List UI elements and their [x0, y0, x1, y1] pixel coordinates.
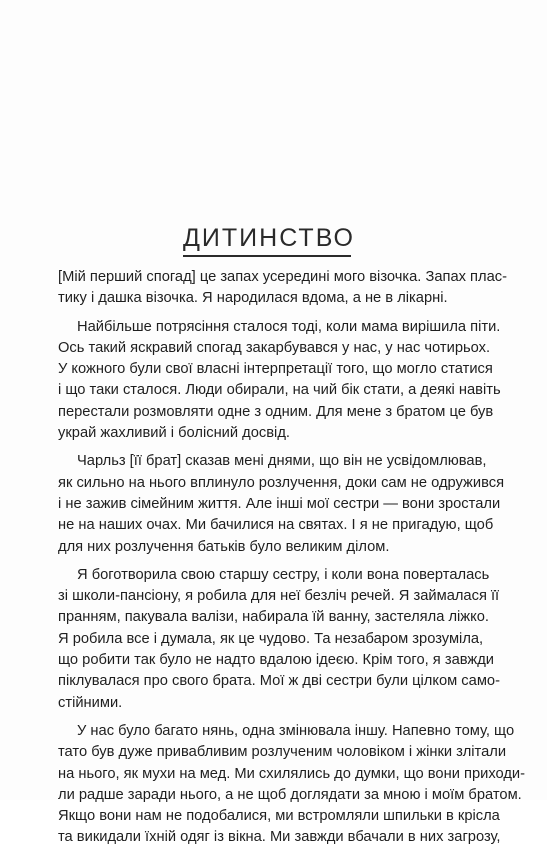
- text-line: не на наших очах. Ми бачилися на святах. І я не пригадую, щоб: [58, 517, 494, 534]
- text-line: ли радше заради нього, а не щоб доглядати за мною і моїм братом.: [58, 786, 522, 803]
- text-line: Ось такий яскравий спогад закарбувався у нас, у нас чотирьох.: [58, 339, 491, 356]
- text-line: Найбільше потрясіння сталося тоді, коли мама вирішила піти.: [77, 318, 501, 335]
- paragraph: [58, 317, 501, 445]
- text-line: і що таки сталося. Люди обирали, на чий бік стати, а деякі навіть: [58, 382, 501, 399]
- text-line: для них розлучення батьків було великим ділом.: [58, 538, 390, 555]
- body-text: [58, 267, 526, 856]
- text-line: як сильно на нього вплинуло розлучення, доки сам не одружився: [58, 474, 505, 491]
- paragraph: [58, 267, 507, 310]
- paragraph: [58, 721, 526, 849]
- text-line: тато був дуже привабливим розлученим чоловіком і жінки злітали: [58, 744, 507, 761]
- text-line: і не зажив сімейним життя. Але інші мої сестри — вони зростали: [58, 495, 501, 512]
- text-line: перестали розмовляти одне з одним. Для мене з братом це був: [58, 403, 494, 420]
- text-line: Я робила все і думала, як це чудово. Та незабаром зрозуміла,: [58, 630, 484, 647]
- text-line: [Мій перший спогад] це запах усередині мого візочка. Запах плас-: [58, 269, 507, 285]
- chapter-header: [183, 223, 355, 257]
- text-line: Якщо вони нам не подобалися, ми встромляли шпильки в крісла: [58, 808, 500, 825]
- text-line: пранням, пакувала валізи, набирала їй ванну, застеляла ліжко.: [58, 609, 489, 626]
- text-line: Чарльз [її брат] сказав мені днями, що він не усвідомлював,: [77, 453, 487, 470]
- paragraph: [58, 565, 500, 714]
- text-line: на нього, як мухи на мед. Ми схилялись до думки, що вони приходи-: [58, 765, 526, 782]
- text-line: Я боготворила свою старшу сестру, і коли вона поверталась: [77, 566, 490, 583]
- paragraph: [58, 451, 505, 557]
- text-line: украй жахливий і болісний досвід.: [58, 425, 290, 442]
- text-line: та викидали їхній одяг із вікна. Ми завжди вбачали в них загрозу,: [58, 829, 501, 846]
- chapter-title: ДИТИНСТВО: [183, 224, 355, 252]
- text-line: У кожного були свої власні інтерпретації того, що могло статися: [58, 361, 493, 378]
- text-line: стійними.: [58, 694, 123, 711]
- text-line: У нас було багато нянь, одна змінювала іншу. Напевно тому, що: [77, 722, 515, 739]
- text-line: піклувалася про свого брата. Мої ж дві сестри були цілком само-: [58, 673, 500, 690]
- text-line: зі школи-пансіону, я робила для неї безліч речей. Я займалася її: [58, 588, 500, 605]
- text-line: що робити так було не надто вдалою ідеєю. Крім того, я завжди: [58, 652, 494, 669]
- text-line: тику і дашка візочка. Я народилася вдома, а не в лікарні.: [58, 290, 448, 307]
- title-underline: [183, 255, 351, 257]
